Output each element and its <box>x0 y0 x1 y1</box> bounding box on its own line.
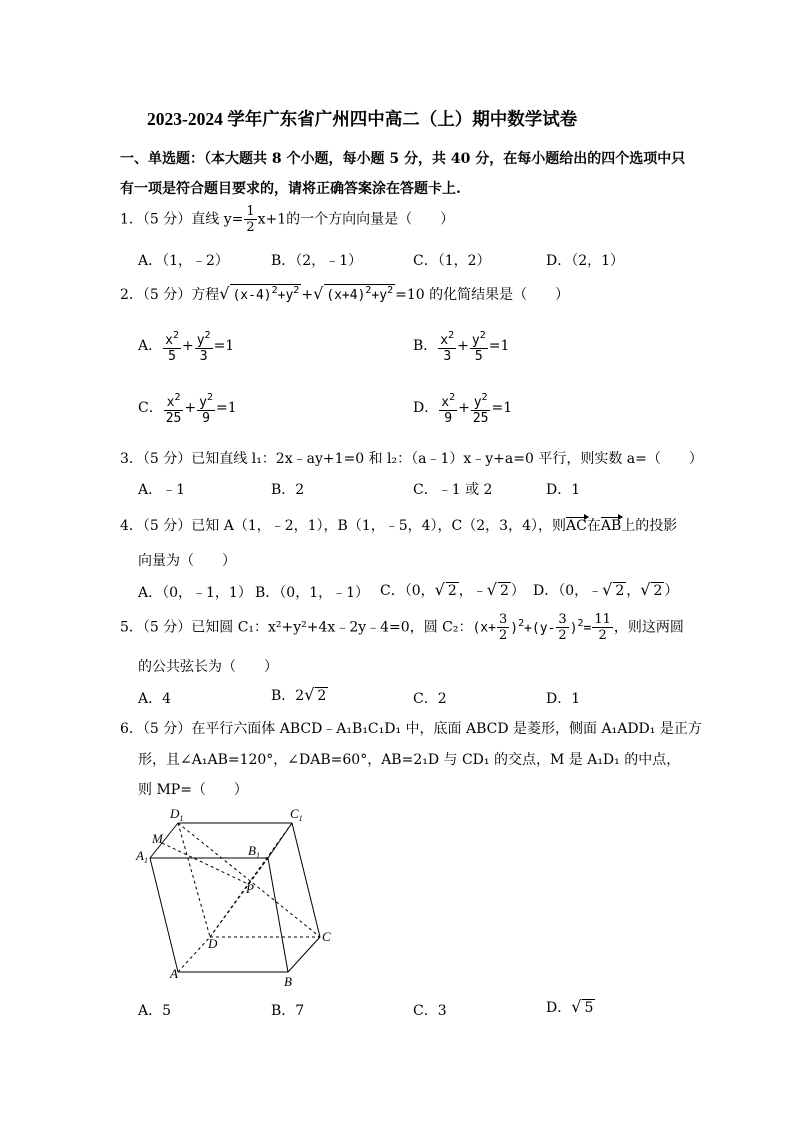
q3-option-b: B．2 <box>271 482 305 498</box>
edge-b1-b <box>268 858 288 972</box>
question-2: 2．（5 分）方程√ $(x-4)^2+y^2$ +√ $(x+4)^2+y^2 =10$ 的化简结果是（ ） <box>120 284 570 303</box>
question-3: 3．（5 分）已知直线 l₁：2x﹣ay+1=0 和 l₂：（a﹣1）x﹣y+a=0 平行，则实数 a=（ ） <box>120 451 703 467</box>
q6-option-b: B．7 <box>271 1003 305 1019</box>
section-heading-line2: 有一项是符合题目要求的，请将正确答案涂在答题卡上. <box>120 181 461 197</box>
label-c: C <box>322 929 331 944</box>
q6-option-d: D．√ 5 <box>546 997 594 1016</box>
label-a: A <box>170 966 178 981</box>
parallelepiped-figure <box>130 800 350 995</box>
question-6-line2: 形，且∠A₁AB=120°，∠DAB=60°，AB=2₁D 与 CD₁ 的交点，M 是 A₁D₁ 的中点， <box>138 752 681 768</box>
q6-option-c: C．3 <box>413 1003 447 1019</box>
label-d: D <box>208 936 218 951</box>
q4-option-a: A．（0，﹣1，1） <box>138 585 252 601</box>
label-p: P <box>246 881 254 896</box>
edge-a-d <box>178 937 210 972</box>
label-d1: $D_1$ <box>170 806 184 823</box>
q2-option-d: D． $\frac{x^2}{9}$ + $\frac{y^2}{25}$ =1 <box>413 392 513 426</box>
label-c1: $C_1$ <box>290 806 303 823</box>
q4-option-b: B．（0，1，﹣1） <box>255 585 370 601</box>
question-1 <box>120 204 454 235</box>
q5-option-a: A．4 <box>138 691 172 707</box>
q4-option-c: C．（0，√ 2 ，﹣√ 2 ） <box>380 580 525 599</box>
edge-c1-c <box>292 823 320 937</box>
q4-option-d: D．（0，﹣√ 2 ，√ 2 ） <box>533 580 679 599</box>
q1-option-d: D．（2，1） <box>546 253 625 269</box>
label-a1: $A_1$ <box>136 848 148 865</box>
page-title: 2023-2024 学年广东省广州四中高二（上）期中数学试卷 <box>147 109 578 129</box>
q2-option-c: C． $\frac{x^2}{25}$ + $\frac{y^2}{9}$ =1 <box>138 392 237 426</box>
question-6-line3: 则 MP=（ ） <box>138 782 248 798</box>
question-5: 5．（5 分）已知圆 C₁：x²+y²+4x﹣2y﹣4=0，圆 C₂：(x+ $\frac{3}{2}$ )$^2$+(y- $\frac{3}{2}$ )$^2$= $\frac{11}{2}$ ，则这两圆 <box>120 612 684 643</box>
q5-line2: 的公共弦长为（ ） <box>138 659 278 675</box>
q4-prefix: 4．（5 分）已知 A（1，﹣2，1），B（1，﹣5，4），C（2，3，4），则 <box>120 518 566 534</box>
edge-a1-a <box>150 858 178 972</box>
q4-line2: 向量为（ ） <box>138 553 236 569</box>
q5-option-d: D．1 <box>546 691 581 707</box>
edge-b-c <box>288 937 320 972</box>
section-heading-line1: 一、单选题：（本大题共 8 个小题，每小题 5 分，共 40 分，在每小题给出的四个选项中只 <box>120 151 686 167</box>
label-b: B <box>284 974 292 989</box>
segment-d1-c <box>178 823 320 937</box>
q2-suffix: =10 的化简结果是（ ） <box>395 287 570 303</box>
q1-prefix: 1．（5 分）直线 y= <box>120 211 244 228</box>
vector-ab: AB <box>600 518 622 534</box>
vector-ac: AC <box>566 518 587 534</box>
q1-fraction: $\frac{1}{2}$ <box>246 204 255 235</box>
q5-option-b: B．2√ 2 <box>271 685 327 704</box>
q5-suffix: ，则这两圆 <box>613 619 684 636</box>
q1-option-a: A．（1，﹣2） <box>138 253 229 269</box>
q1-option-b: B．（2，﹣1） <box>271 253 363 269</box>
segment-m-p <box>162 843 248 884</box>
label-b1: $B_1$ <box>248 843 260 860</box>
q3-option-d: D．1 <box>546 482 581 498</box>
q2-option-b: B． $\frac{x^2}{3}$ + $\frac{y^2}{5}$ =1 <box>413 330 510 364</box>
q3-option-c: C．﹣1 或 2 <box>413 482 493 498</box>
question-6-line1: 6．（5 分）在平行六面体 ABCD﹣A₁B₁C₁D₁ 中，底面 ABCD 是菱形，侧面 A₁ADD₁ 是正方 <box>120 721 702 737</box>
q3-option-a: A．﹣1 <box>138 482 186 498</box>
question-4: 4．（5 分）已知 A（1，﹣2，1），B（1，﹣5，4），C（2，3，4），则AC在AB上的投影 <box>120 518 678 534</box>
q1-suffix: x+1的一个方向向量是（ ） <box>257 211 455 228</box>
label-m: M <box>152 831 163 846</box>
q1-option-c: C．（1，2） <box>413 253 491 269</box>
q2-option-a: A． $\frac{x^2}{5}$ + $\frac{y^2}{3}$ =1 <box>138 330 235 364</box>
q2-prefix: 2．（5 分）方程 <box>120 287 220 303</box>
q5-prefix: 5．（5 分）已知圆 C₁：x²+y²+4x﹣2y﹣4=0，圆 C₂： <box>120 619 473 636</box>
edge-d1-d <box>178 823 210 937</box>
q5-option-c: C．2 <box>413 691 447 707</box>
q6-option-a: A．5 <box>138 1003 172 1019</box>
